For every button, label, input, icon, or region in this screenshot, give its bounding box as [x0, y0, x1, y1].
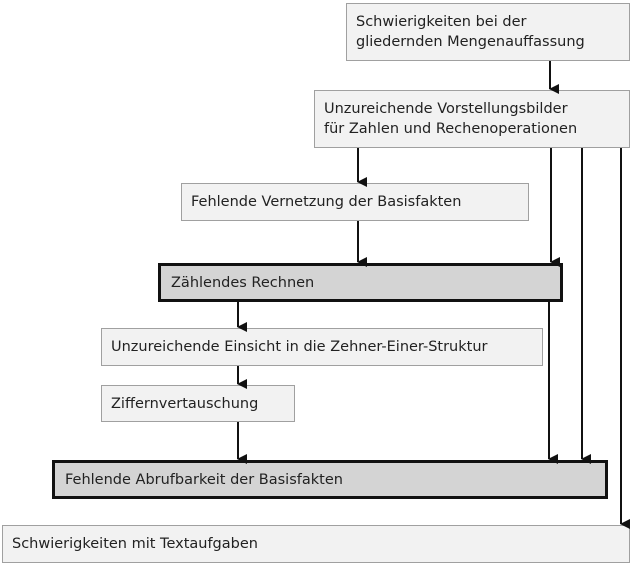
node-vorstellungsbilder-line1: Unzureichende Vorstellungsbilder — [324, 101, 568, 117]
node-ziffernvertauschung-label: Ziffernvertauschung — [111, 395, 259, 412]
node-mengenauffassung-line2: gliedernden Mengenauffassung — [356, 34, 585, 50]
node-zaehlendes-rechnen-label: Zählendes Rechnen — [171, 274, 315, 291]
node-mengenauffassung-line1: Schwierigkeiten bei der — [356, 14, 527, 30]
node-zehner-einer-struktur-label: Unzureichende Einsicht in die Zehner-Einer-Struktur — [111, 339, 488, 355]
node-vernetzung-basisfakten-label: Fehlende Vernetzung der Basisfakten — [191, 194, 462, 210]
node-vorstellungsbilder-line2: für Zahlen und Rechenoperationen — [324, 121, 578, 137]
node-textaufgaben-label: Schwierigkeiten mit Textaufgaben — [12, 536, 258, 552]
node-abrufbarkeit-basisfakten-label: Fehlende Abrufbarkeit der Basisfakten — [65, 471, 343, 488]
